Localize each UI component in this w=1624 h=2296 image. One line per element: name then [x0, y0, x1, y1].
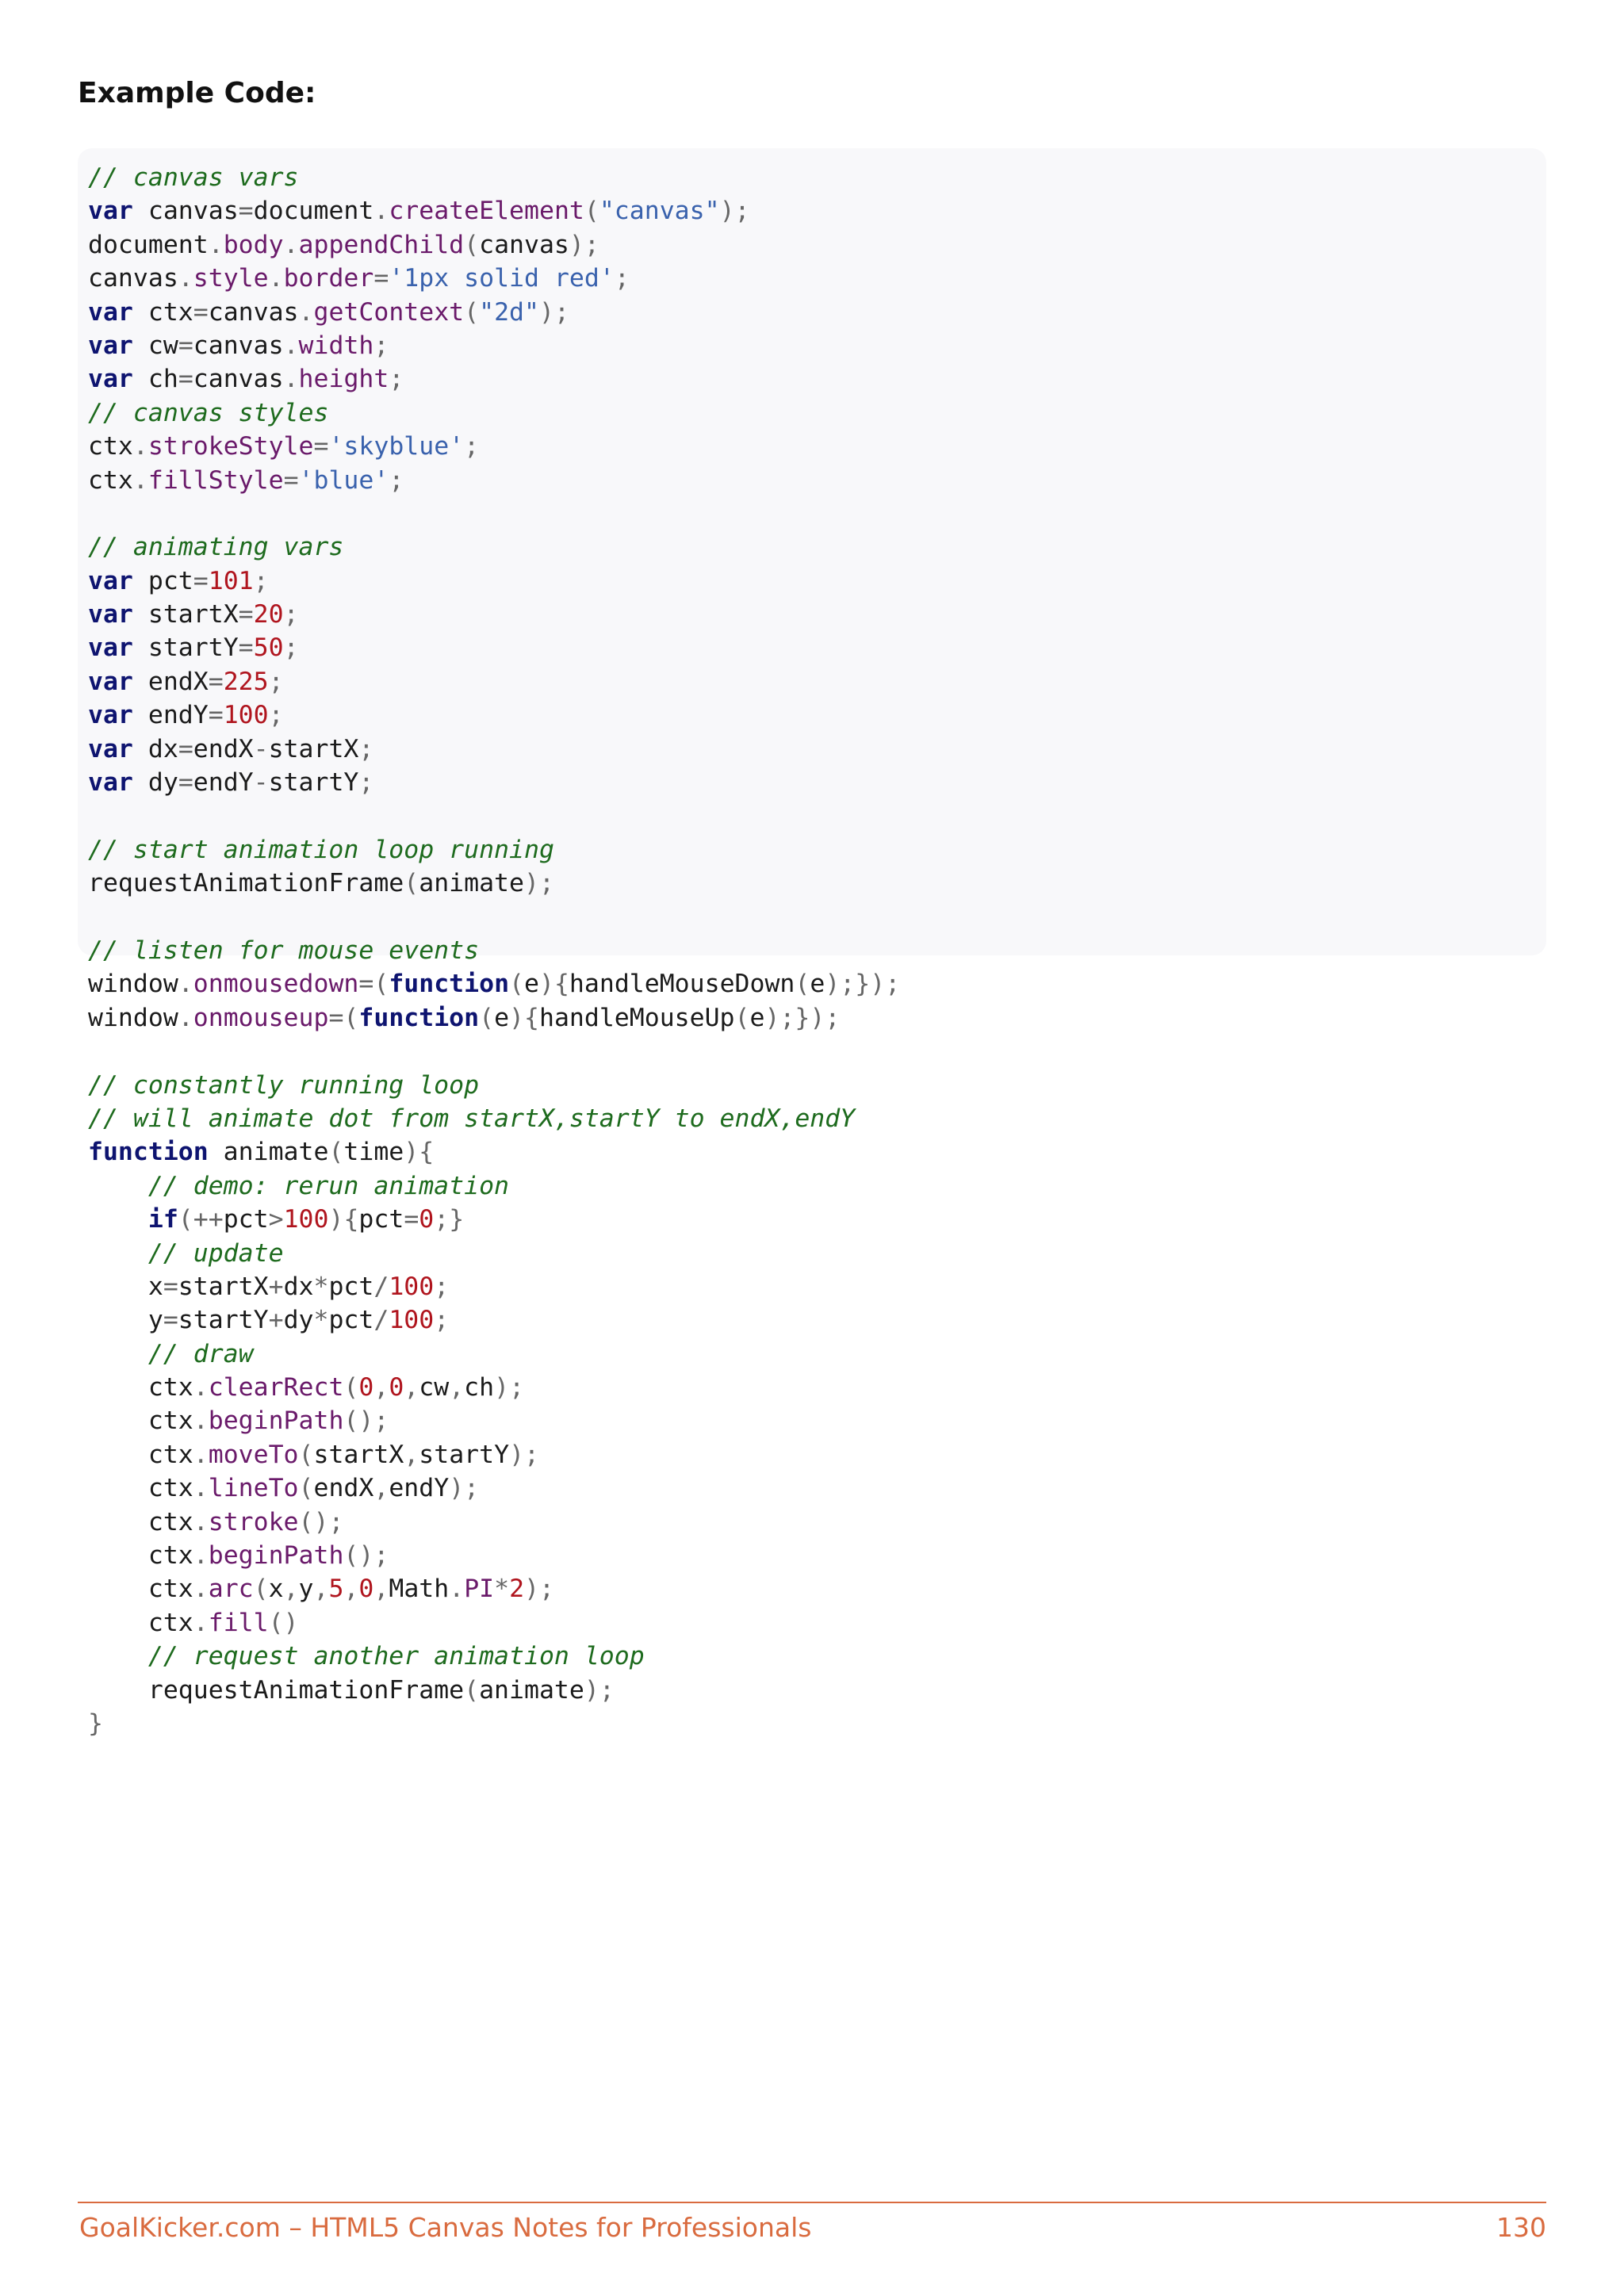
code-line	[88, 530, 1546, 564]
code-token: pct	[132, 566, 193, 595]
code-token: var	[88, 734, 133, 763]
code-token: *	[313, 1272, 329, 1301]
code-token: beginPath	[208, 1541, 344, 1571]
code-token: =	[178, 768, 193, 798]
code-token: ctx	[88, 1474, 193, 1503]
code-line	[88, 228, 1546, 262]
code-token: 0	[419, 1205, 435, 1234]
code-token: ){	[538, 970, 569, 999]
code-line	[88, 362, 1546, 396]
code-token: function	[88, 1138, 209, 1167]
code-line	[88, 1069, 1546, 1102]
code-token: ;	[253, 566, 269, 595]
code-token: =(	[358, 970, 389, 999]
code-token: startY	[132, 633, 239, 663]
code-token: ;	[434, 1272, 450, 1301]
code-token: .	[283, 365, 299, 394]
code-line	[88, 1606, 1546, 1640]
code-token: .	[193, 1507, 209, 1536]
code-line	[88, 1404, 1546, 1437]
code-token: dx	[132, 734, 178, 763]
code-token: =	[163, 1272, 178, 1301]
code-token: =	[373, 264, 389, 293]
code-token: .	[178, 970, 193, 999]
code-token: .	[193, 1406, 209, 1436]
code-token: 50	[253, 633, 284, 663]
code-token: body	[223, 230, 284, 259]
code-line	[88, 833, 1546, 867]
code-token: 225	[223, 667, 269, 696]
code-token: cw	[132, 331, 178, 360]
code-token: var	[88, 566, 133, 595]
code-token: var	[88, 667, 133, 696]
code-token: .	[449, 1575, 465, 1604]
code-token: .	[193, 1440, 209, 1469]
code-token: ctx	[88, 432, 133, 461]
code-token: ;	[373, 331, 389, 360]
code-token: e	[494, 1003, 510, 1032]
code-token: ;	[283, 600, 299, 629]
code-line	[88, 1237, 1546, 1270]
code-token: startX	[132, 600, 239, 629]
code-token: var	[88, 633, 133, 663]
code-token: (	[509, 970, 525, 999]
code-line	[88, 161, 1546, 194]
code-token: (	[464, 297, 480, 327]
code-token: handleMouseUp	[538, 1003, 735, 1032]
code-token: ;	[464, 432, 480, 461]
code-token: ;	[358, 734, 374, 763]
code-line	[88, 430, 1546, 463]
code-token: // draw	[147, 1339, 254, 1368]
code-token: 0	[358, 1373, 374, 1402]
code-token: window	[88, 970, 178, 999]
code-token: requestAnimationFrame	[88, 1675, 465, 1705]
code-token: ;	[389, 365, 404, 394]
code-token: var	[88, 297, 133, 327]
code-token: dy	[283, 1306, 314, 1335]
page-number: 130	[1496, 2212, 1546, 2243]
code-token: ;}	[434, 1205, 465, 1234]
section-heading: Example Code:	[78, 77, 316, 109]
code-token: animate	[479, 1675, 584, 1705]
code-token: var	[88, 600, 133, 629]
code-line	[88, 564, 1546, 598]
code-line	[88, 1506, 1546, 1539]
code-token: (	[253, 1575, 269, 1604]
code-token: ctx	[88, 1541, 193, 1571]
code-token: var	[88, 768, 133, 798]
code-token: var	[88, 331, 133, 360]
code-line	[88, 665, 1546, 698]
code-token: =	[193, 566, 209, 595]
code-token: PI	[464, 1575, 495, 1604]
code-token: startX	[178, 1272, 269, 1301]
code-token: =	[208, 701, 224, 730]
code-token: =	[178, 365, 193, 394]
code-token: =(	[328, 1003, 359, 1032]
code-token: createElement	[389, 197, 584, 226]
code-line	[88, 1303, 1546, 1337]
code-line	[88, 1337, 1546, 1371]
code-token: var	[88, 365, 133, 394]
code-token: onmousedown	[193, 970, 359, 999]
code-token: endX	[193, 734, 254, 763]
code-token: canvas	[88, 264, 178, 293]
code-token: ctx	[88, 465, 133, 495]
code-token: );	[494, 1373, 525, 1402]
code-token: /	[373, 1272, 389, 1301]
code-token: );	[584, 1675, 615, 1705]
code-token: =	[178, 331, 193, 360]
code-token: .	[193, 1608, 209, 1637]
code-token	[88, 1642, 148, 1670]
code-token: startY	[178, 1306, 269, 1335]
code-token: ;	[268, 701, 284, 730]
code-token: y	[88, 1306, 163, 1335]
code-line	[88, 901, 1546, 934]
code-token: .	[178, 264, 193, 293]
code-token: (	[795, 970, 810, 999]
code-token: 'blue'	[298, 465, 389, 495]
code-token: 'skyblue'	[328, 432, 465, 461]
code-token: .	[283, 230, 299, 259]
code-line	[88, 396, 1546, 430]
code-token: startY	[268, 768, 359, 798]
code-token: =	[163, 1306, 178, 1335]
code-token: ();	[298, 1507, 344, 1536]
code-token: // demo: rerun animation	[147, 1171, 510, 1200]
code-line	[88, 1674, 1546, 1707]
code-token: +	[268, 1306, 284, 1335]
code-token: (	[734, 1003, 750, 1032]
code-token: // update	[147, 1238, 284, 1268]
code-token: >	[268, 1205, 284, 1234]
code-line	[88, 329, 1546, 362]
code-token: border	[283, 264, 374, 293]
code-token: }	[88, 1709, 103, 1738]
code-token: moveTo	[208, 1440, 299, 1469]
code-token: 0	[389, 1373, 404, 1402]
code-token: Math	[389, 1575, 450, 1604]
code-token: );	[719, 197, 750, 226]
code-token: -	[253, 734, 269, 763]
code-token: height	[298, 365, 389, 394]
code-token: ){	[328, 1205, 359, 1234]
code-token: );});	[764, 1003, 841, 1032]
code-token: .	[193, 1541, 209, 1571]
code-token: "2d"	[479, 297, 539, 327]
code-token: (	[404, 869, 419, 898]
code-line	[88, 1035, 1546, 1068]
code-token: arc	[208, 1575, 254, 1604]
code-token: x	[88, 1272, 163, 1301]
code-token: ;	[389, 465, 404, 495]
code-token: .	[298, 297, 314, 327]
code-token: -	[253, 768, 269, 798]
code-token: ;	[283, 633, 299, 663]
code-token: (	[584, 197, 599, 226]
code-token: ctx	[132, 297, 193, 327]
code-token: canvas	[193, 365, 284, 394]
code-token: pct	[328, 1272, 374, 1301]
code-token: =	[238, 197, 254, 226]
code-token: 101	[208, 566, 254, 595]
code-line	[88, 296, 1546, 329]
code-line	[88, 194, 1546, 228]
code-line	[88, 733, 1546, 766]
code-token: );	[524, 1575, 554, 1604]
code-token: endY	[132, 701, 209, 730]
code-line	[88, 1707, 1546, 1740]
code-line	[88, 1203, 1546, 1236]
code-line	[88, 1371, 1546, 1404]
code-line	[88, 867, 1546, 900]
code-line	[88, 1135, 1546, 1169]
code-token: strokeStyle	[147, 432, 314, 461]
code-token: (	[298, 1440, 314, 1469]
code-token: getContext	[313, 297, 465, 327]
code-token: ctx	[88, 1507, 193, 1536]
code-token: 100	[389, 1306, 435, 1335]
code-token: ,	[313, 1575, 329, 1604]
code-token: e	[810, 970, 825, 999]
code-line	[88, 1471, 1546, 1505]
code-token: .	[193, 1575, 209, 1604]
code-token: .	[208, 230, 224, 259]
code-token: .	[178, 1003, 193, 1032]
code-token: canvas	[208, 297, 299, 327]
code-token: .	[132, 465, 148, 495]
code-token: endY	[193, 768, 254, 798]
code-token: canvas	[132, 197, 239, 226]
code-token: ctx	[88, 1440, 193, 1469]
code-token: var	[88, 701, 133, 730]
code-token: ;	[614, 264, 630, 293]
code-token: style	[193, 264, 269, 293]
code-token: 100	[389, 1272, 435, 1301]
code-token: (	[464, 1675, 480, 1705]
code-token: window	[88, 1003, 178, 1032]
code-token: e	[524, 970, 539, 999]
code-token: =	[238, 633, 254, 663]
code-token: );});	[825, 970, 901, 999]
footer-title: GoalKicker.com – HTML5 Canvas Notes for Professionals	[79, 2212, 812, 2243]
code-line	[88, 631, 1546, 664]
code-token: y	[298, 1575, 314, 1604]
code-token: ;	[434, 1306, 450, 1335]
code-line	[88, 1001, 1546, 1035]
code-token: pct	[328, 1306, 374, 1335]
code-token: =	[283, 465, 299, 495]
code-token: canvas	[479, 230, 569, 259]
code-token: .	[193, 1474, 209, 1503]
code-token: ctx	[88, 1406, 193, 1436]
code-token: ,	[449, 1373, 465, 1402]
code-token: (	[298, 1474, 314, 1503]
code-token: 100	[223, 701, 269, 730]
code-token: (	[343, 1373, 359, 1402]
code-token	[88, 1239, 148, 1268]
code-line	[88, 262, 1546, 295]
code-token: // start animation loop running	[88, 835, 554, 864]
code-token: ctx	[88, 1373, 193, 1402]
code-token: =	[208, 667, 224, 696]
code-token: // animating vars	[88, 533, 344, 562]
code-token: ,	[373, 1575, 389, 1604]
code-token: ,	[373, 1474, 389, 1503]
code-token: .	[268, 264, 284, 293]
code-token: clearRect	[208, 1373, 344, 1402]
code-token: onmouseup	[193, 1003, 329, 1032]
code-token: handleMouseDown	[569, 970, 795, 999]
code-token: ;	[268, 667, 284, 696]
code-token: beginPath	[208, 1406, 344, 1436]
code-token: ,	[283, 1575, 299, 1604]
code-line	[88, 1438, 1546, 1471]
code-token: // will animate dot from startX,startY to endX,endY	[88, 1104, 856, 1133]
code-token: fill	[208, 1608, 269, 1637]
code-token: .	[373, 197, 389, 226]
code-line	[88, 1169, 1546, 1203]
code-token: (	[479, 1003, 495, 1032]
code-token: pct	[358, 1205, 404, 1234]
code-line	[88, 1572, 1546, 1605]
code-token: // canvas vars	[88, 163, 299, 192]
code-token	[88, 1172, 148, 1200]
code-token: ch	[464, 1373, 495, 1402]
code-token: ();	[343, 1541, 389, 1571]
code-line	[88, 934, 1546, 967]
code-token: lineTo	[208, 1474, 299, 1503]
code-token: ,	[404, 1373, 419, 1402]
code-token: fillStyle	[147, 465, 284, 495]
code-token	[88, 1205, 148, 1234]
code-token: =	[404, 1205, 419, 1234]
code-token: // listen for mouse events	[88, 936, 480, 965]
code-line	[88, 1270, 1546, 1303]
code-token: (	[328, 1138, 344, 1167]
code-token: startY	[419, 1440, 510, 1469]
code-line	[88, 1102, 1546, 1135]
code-token: 0	[358, 1575, 374, 1604]
code-token: // constantly running loop	[88, 1070, 480, 1100]
code-token: var	[88, 197, 133, 226]
code-token: );	[524, 869, 554, 898]
code-token: pct	[223, 1205, 269, 1234]
code-token: ,	[343, 1575, 359, 1604]
code-line	[88, 1640, 1546, 1673]
code-token: /	[373, 1306, 389, 1335]
code-token: =	[178, 734, 193, 763]
code-token: dy	[132, 768, 178, 798]
code-token: ){	[404, 1138, 435, 1167]
code-token: .	[193, 1373, 209, 1402]
code-token: document	[253, 197, 374, 226]
code-token: animate	[419, 869, 524, 898]
code-token: );	[449, 1474, 480, 1503]
footer-divider	[78, 2202, 1546, 2203]
code-token: ch	[132, 365, 178, 394]
code-token: (++	[178, 1205, 224, 1234]
code-token: ,	[373, 1373, 389, 1402]
code-token: =	[313, 432, 329, 461]
code-token: startX	[268, 734, 359, 763]
code-token: );	[569, 230, 599, 259]
code-token: 100	[283, 1205, 329, 1234]
code-token: );	[538, 297, 569, 327]
code-token: // canvas styles	[88, 398, 329, 427]
code-token: animate	[208, 1138, 329, 1167]
code-token: 2	[509, 1575, 525, 1604]
code-token: +	[268, 1272, 284, 1301]
code-token: ()	[268, 1608, 299, 1637]
code-token: time	[343, 1138, 404, 1167]
code-token: endX	[313, 1474, 374, 1503]
code-token: dx	[283, 1272, 314, 1301]
code-token: *	[494, 1575, 510, 1604]
code-token: x	[268, 1575, 284, 1604]
code-token: 5	[328, 1575, 344, 1604]
code-line	[88, 967, 1546, 1001]
code-token: (	[464, 230, 480, 259]
code-token	[88, 1340, 148, 1368]
code-token: .	[283, 331, 299, 360]
code-token: ();	[343, 1406, 389, 1436]
code-token: ctx	[88, 1608, 193, 1637]
code-token: function	[389, 970, 510, 999]
code-token: =	[238, 600, 254, 629]
code-token: cw	[419, 1373, 450, 1402]
code-line	[88, 1539, 1546, 1572]
code-token: endY	[389, 1474, 450, 1503]
code-line	[88, 766, 1546, 799]
code-token: requestAnimationFrame	[88, 869, 404, 898]
code-token: e	[749, 1003, 765, 1032]
code-token: appendChild	[298, 230, 465, 259]
code-line	[88, 598, 1546, 631]
code-token: startX	[313, 1440, 404, 1469]
code-token: 20	[253, 600, 284, 629]
code-token: canvas	[193, 331, 284, 360]
code-token: endX	[132, 667, 209, 696]
code-block	[78, 148, 1546, 1738]
code-token: // request another animation loop	[147, 1642, 645, 1671]
code-line	[88, 698, 1546, 732]
code-line	[88, 799, 1546, 832]
code-token: ,	[404, 1440, 419, 1469]
code-token: =	[193, 297, 209, 327]
code-token: function	[358, 1003, 480, 1032]
code-token: document	[88, 230, 209, 259]
code-token: if	[147, 1205, 178, 1234]
code-token: ctx	[88, 1575, 193, 1604]
code-token: stroke	[208, 1507, 299, 1536]
code-line	[88, 464, 1546, 497]
code-token: '1px solid red'	[389, 264, 615, 293]
code-token: ){	[509, 1003, 539, 1032]
code-token: ;	[358, 768, 374, 798]
code-token: *	[313, 1306, 329, 1335]
code-token: "canvas"	[599, 197, 720, 226]
code-line	[88, 497, 1546, 530]
code-token: .	[132, 432, 148, 461]
code-token: width	[298, 331, 374, 360]
code-token: );	[509, 1440, 539, 1469]
